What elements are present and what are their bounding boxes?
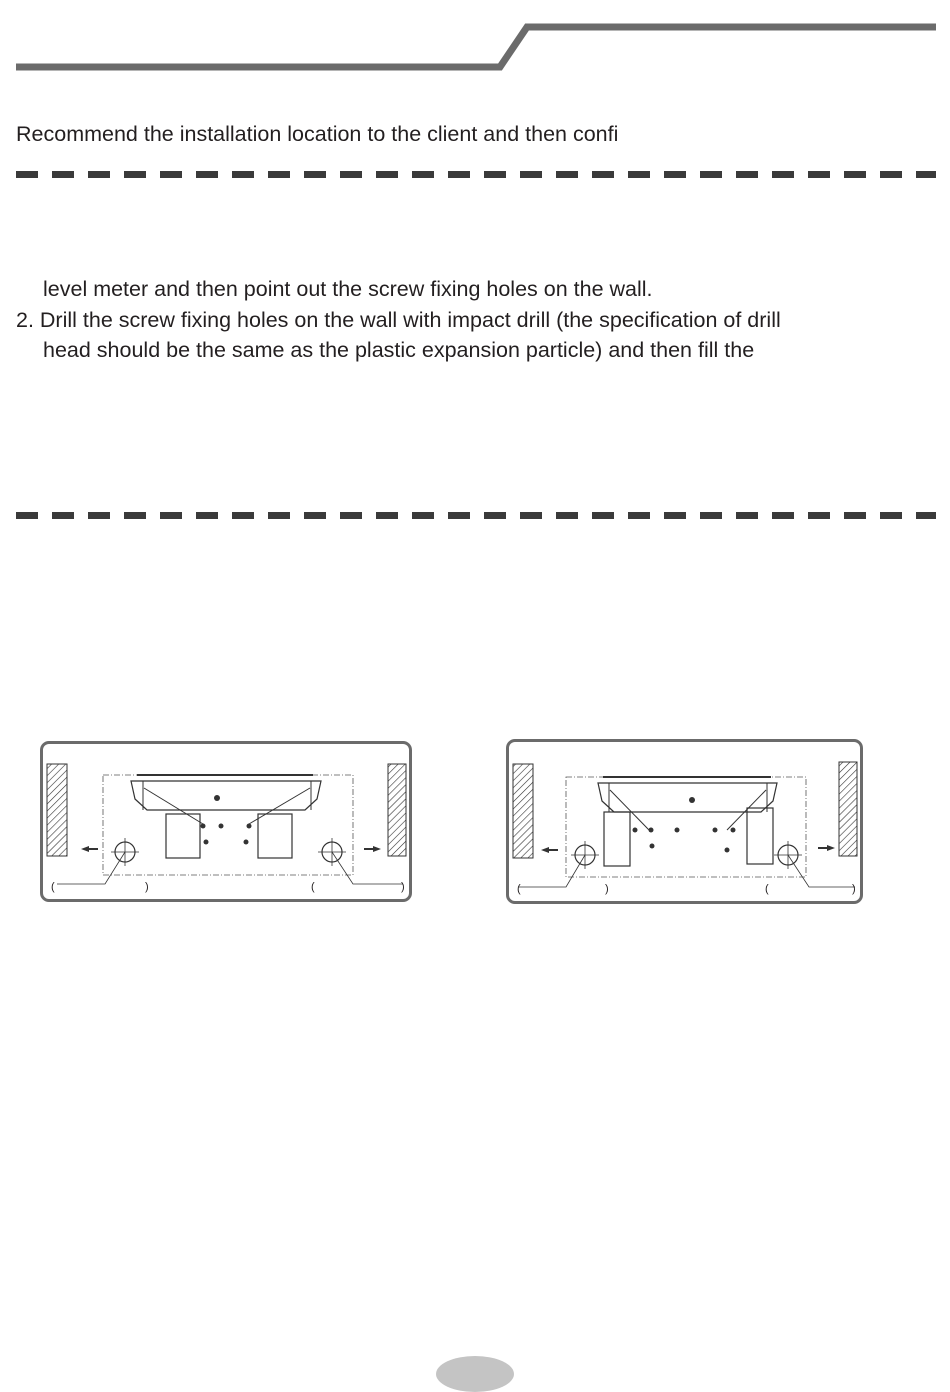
mounting-plate-diagram-left bbox=[43, 744, 408, 898]
caption-left-close-2: ) bbox=[401, 881, 405, 893]
caption-right-open-2: ( bbox=[765, 883, 769, 895]
header-rule bbox=[0, 0, 950, 80]
figure-left-frame bbox=[40, 741, 412, 902]
caption-right-open-1: ( bbox=[517, 883, 521, 895]
caption-left-close-1: ) bbox=[145, 881, 149, 893]
figure-right-frame bbox=[506, 739, 863, 904]
caption-left-open-1: ( bbox=[51, 881, 55, 893]
caption-right-close-1: ) bbox=[605, 883, 609, 895]
caption-right-close-2: ) bbox=[852, 883, 856, 895]
mounting-plate-diagram-right bbox=[509, 742, 859, 900]
installation-steps bbox=[16, 274, 781, 366]
caption-left-open-2: ( bbox=[311, 881, 315, 893]
step-2-continuation: head should be the same as the plastic expansion particle) and then fill the bbox=[43, 338, 755, 362]
step-1-continuation: level meter and then point out the screw fixing holes on the wall. bbox=[43, 277, 653, 301]
intro-text: Recommend the installation location to the client and then confi bbox=[16, 122, 619, 146]
step-2-line: 2. Drill the screw fixing holes on the wall with impact drill (the specification of drill bbox=[16, 307, 781, 332]
section-divider-bottom bbox=[16, 512, 936, 519]
page-number-badge bbox=[436, 1356, 514, 1392]
section-divider-top bbox=[16, 171, 936, 178]
